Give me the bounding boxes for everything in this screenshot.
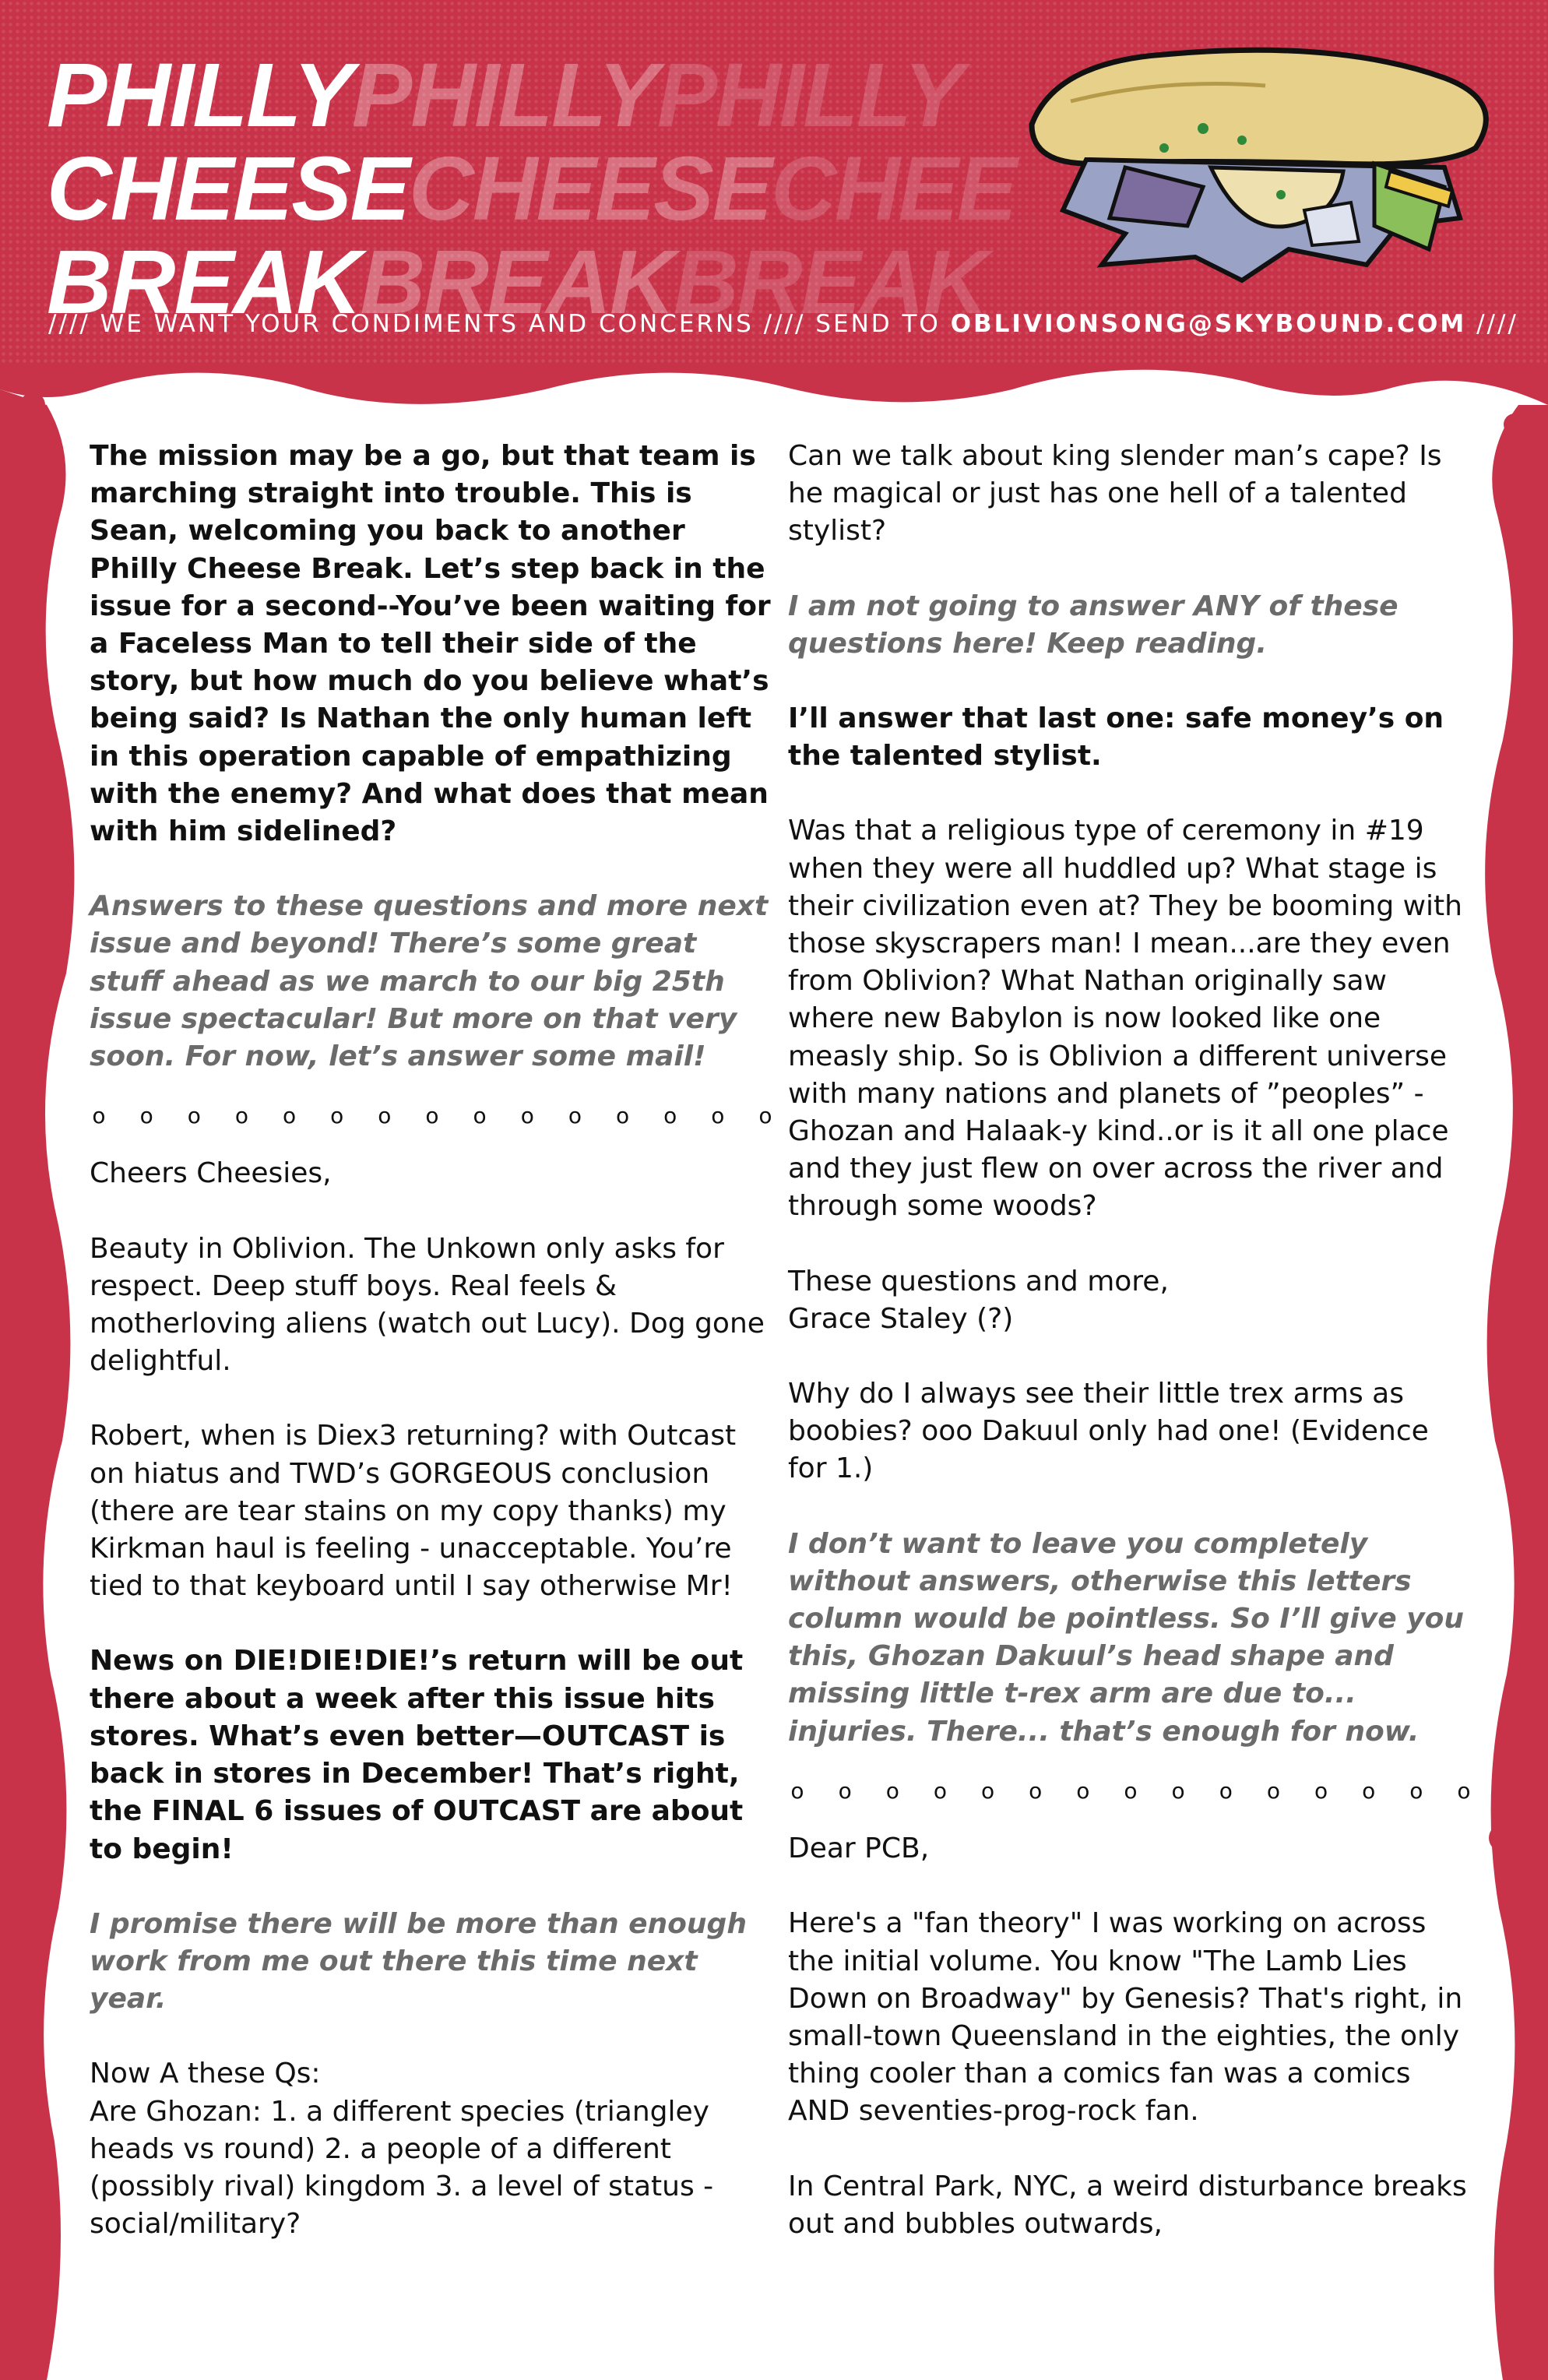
- letter-paragraph: In Central Park, NYC, a weird disturbance breaks out and bubbles outwards,: [788, 2170, 1467, 2240]
- section-separator: o o o o o o o o o o o o o o o: [92, 1103, 772, 1129]
- title-line-1: PHILLY: [47, 44, 352, 146]
- editor-reply-italic: I don’t want to leave you completely without answers, otherwise this letters column would be pointless. So I’ll give you this, Ghozan Dakuul’s head shape and missing little t-rex arm are due to... injuries. There... that’s enough for now.: [788, 1527, 1465, 1748]
- letter-author: Grace Staley (?): [788, 1302, 1014, 1335]
- page-title: PHILLYPHILLYPHILLY CHEESECHEESECHEE BREAKBREAKBREAK: [47, 44, 1016, 333]
- letter-greeting: Dear PCB,: [788, 1833, 930, 1865]
- submission-email[interactable]: OBLIVIONSONG@SKYBOUND.COM: [950, 310, 1467, 338]
- letter-signoff: [788, 1263, 1473, 1338]
- editor-reply: I’ll answer that last one: safe money’s on the talented stylist.: [788, 702, 1444, 773]
- section-separator: o o o o o o o o o o o o o o o: [790, 1777, 1471, 1804]
- letter-paragraph: Are Ghozan: 1. a different species (triangley heads vs round) 2. a people of a different (possibly rival) kingdom 3. a level of status - social/military?: [90, 2095, 714, 2241]
- editor-reply: News on DIE!DIE!DIE!’s return will be out there about a week after this issue hits stores. What’s even better—OUTCAST is back in stores in December! That’s right, the FINAL 6 issues of OUTCAST are about to begin!: [90, 1645, 744, 1865]
- intro-paragraph: The mission may be a go, but that team is marching straight into trouble. This is Sean, welcoming you back to another Philly Cheese Break. Let’s step back in the issue for a second--You’ve been waiting for a Faceless Man to tell their side of the story, but how much do you believe what’s being said? Is Nathan the only human left in this operation capable of empathizing with the enemy? And what does that mean with him sidelined?: [90, 440, 771, 848]
- tagline-end: ////: [1476, 310, 1518, 338]
- letter-paragraph: Can we talk about king slender man’s cape? Is he magical or just has one hell of a talented stylist?: [788, 440, 1442, 547]
- signoff-line: These questions and more,: [788, 1265, 1169, 1297]
- letter-paragraph: Why do I always see their little trex arms as boobies? ooo Dakuul only had one! (Evidence for 1.): [788, 1378, 1429, 1485]
- title-line-2: CHEESE: [47, 138, 410, 239]
- editor-reply-italic: I am not going to answer ANY of these questions here! Keep reading.: [788, 590, 1398, 660]
- intro-answer: Answers to these questions and more next issue and beyond! There’s some great stuff ahead as we march to our big 25th issue spectacular! But more on that very soon. For now, let’s answer some mail!: [90, 890, 769, 1073]
- letter-paragraph: Now A these Qs:: [90, 2058, 321, 2090]
- letter-paragraph: Beauty in Oblivion. The Unkown only asks for respect. Deep stuff boys. Real feels & motherloving aliens (watch out Lucy). Dog gone delightful.: [90, 1232, 765, 1378]
- letter-paragraph: Was that a religious type of ceremony in #19 when they were all huddled up? What stage is their civilization even at? They be booming with those skyscrapers man! I mean...are they even from Oblivion? What Nathan originally saw where new Babylon is now looked like one measly ship. So is Oblivion a different universe with many nations and planets of ”peoples” - Ghozan and Halaak-y kind..or is it all one place and they just flew on over across the river and through some woods?: [788, 815, 1462, 1223]
- letter-paragraph: Here's a "fan theory" I was working on across the initial volume. You know "The Lamb Lies Down on Broadway" by Genesis? That's right, in small-town Queensland in the eighties, the only thing cooler than a comics fan was a comics AND seventies-prog-rock fan.: [788, 1907, 1463, 2128]
- editor-reply-italic: I promise there will be more than enough work from me out there this time next year.: [90, 1907, 747, 2016]
- letter-greeting: Cheers Cheesies,: [90, 1157, 332, 1190]
- title-line-3: BREAK: [47, 231, 361, 333]
- letters-column-right: [788, 438, 1473, 2243]
- letter-paragraph: Robert, when is Diex3 returning? with Outcast on hiatus and TWD’s GORGEOUS conclusion (there are tear stains on my copy thanks) my Kirkman haul is feeling - unacceptable. You’re tied to that keyboard until I say otherwise Mr!: [90, 1420, 737, 1603]
- tagline-text: //// WE WANT YOUR CONDIMENTS AND CONCERNS //// SEND TO: [48, 310, 941, 338]
- letters-column-left: [90, 438, 775, 2243]
